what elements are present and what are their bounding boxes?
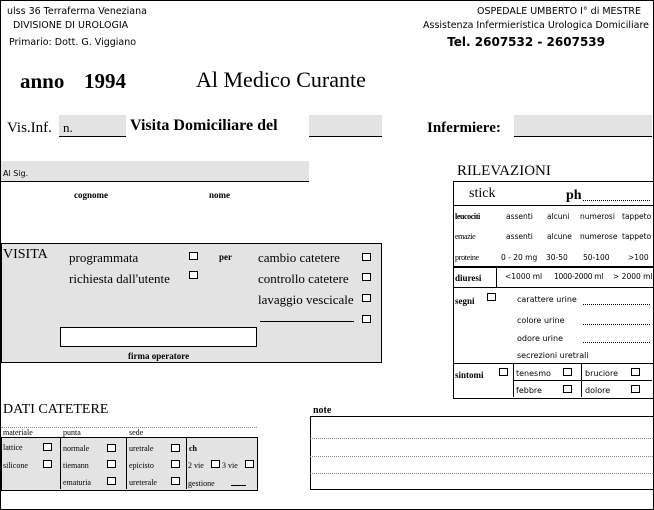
sede-label: sede [129,428,144,437]
ch-label: ch [189,444,197,453]
3-vie-checkbox[interactable] [245,460,254,468]
ureterale-checkbox[interactable] [171,477,180,485]
uretrale-label: uretrale [129,444,154,453]
colore-urine-label: colore urine [517,316,565,325]
dolore-checkbox[interactable] [631,385,640,393]
odore-urine-label: odore urine [517,334,564,343]
leucociti-value[interactable]: assenti [506,212,533,221]
normale-label: normale [63,444,90,453]
sintomi-checkbox[interactable] [499,368,508,376]
anno-value: 1994 [84,69,126,93]
segni-checkbox[interactable] [487,293,496,301]
ph-label: ph [566,188,582,203]
visinf-label: Vis.Inf. [7,120,52,136]
febbre-checkbox[interactable] [563,385,572,393]
tiemann-label: tiemann [63,461,89,470]
emazie-label: emazie [455,232,476,241]
bruciore-checkbox[interactable] [631,368,640,376]
leucociti-value[interactable]: alcuni [547,212,570,221]
silicone-checkbox[interactable] [43,460,52,468]
lattice-label: lattice [3,443,23,452]
lattice-checkbox[interactable] [43,443,52,451]
note-line[interactable] [310,438,653,439]
visit-date-field[interactable] [309,115,382,137]
patient-name-field[interactable] [1,161,309,182]
al-sig-label: Al Sig. [3,169,29,178]
tiemann-checkbox[interactable] [107,460,116,468]
sintomi-label: sintomi [455,370,484,380]
nome-label: nome [209,190,230,200]
carattere-urine-field[interactable] [583,304,650,305]
emazie-value[interactable]: tappeto [622,232,652,241]
leucociti-value[interactable]: numerosi [580,212,615,221]
materiale-label: materiale [3,428,33,437]
programmata-checkbox[interactable] [189,252,198,260]
per-label: per [219,252,232,262]
ulss-name: ulss 36 Terraferma Veneziana [7,6,147,17]
cambio-catetere-label: cambio catetere [258,250,340,265]
visita-domiciliare-label: Visita Domiciliare del [130,117,278,134]
note-line[interactable] [310,456,653,457]
lavaggio-vescicale-label: lavaggio vescicale [258,292,354,307]
ematuria-checkbox[interactable] [107,477,116,485]
note-line[interactable] [310,473,653,474]
rilevazioni-title: RILEVAZIONI [457,163,551,179]
epicisto-checkbox[interactable] [171,460,180,468]
proteine-value[interactable]: 50-100 [583,253,610,262]
other-reason-checkbox[interactable] [362,315,371,323]
lavaggio-vescicale-checkbox[interactable] [362,294,371,302]
leucociti-label: leucociti [455,212,480,221]
infermiere-label: Infermiere: [427,120,501,136]
proteine-value[interactable]: 0 - 20 mg [501,253,538,262]
diuresi-label: diuresi [455,273,482,283]
controllo-catetere-checkbox[interactable] [362,273,371,281]
2-vie-label: 2 vie [188,461,204,470]
carattere-urine-label: carattere urine [517,295,577,304]
proteine-value[interactable]: >100 [628,253,649,262]
firma-field[interactable] [60,327,257,347]
note-label: note [313,405,332,416]
anno-label: anno [20,69,65,93]
odore-urine-field[interactable] [583,342,650,343]
phone-numbers: Tel. 2607532 - 2607539 [447,35,605,49]
tenesmo-checkbox[interactable] [563,368,572,376]
leucociti-value[interactable]: tappeto [622,212,652,221]
proteine-label: proteine [455,253,479,262]
ureterale-label: ureterale [129,478,157,487]
service-name: Assistenza Infermieristica Urologica Domiciliare [423,20,649,31]
secrezioni-uretrali-label: secrezioni uretrali [517,351,589,360]
cambio-catetere-checkbox[interactable] [362,253,371,261]
gestione-label: gestione [188,479,215,488]
division-name: DIVISIONE DI UROLOGIA [13,20,129,31]
epicisto-label: epicisto [129,461,154,470]
normale-checkbox[interactable] [107,444,116,452]
febbre-label: febbre [516,386,542,395]
dolore-label: dolore [585,386,611,395]
emazie-value[interactable]: alcune [547,232,572,241]
richiesta-checkbox[interactable] [189,271,198,279]
proteine-value[interactable]: 30-50 [546,253,568,262]
hospital-name: OSPEDALE UMBERTO I° di MESTRE [477,6,641,17]
2-vie-checkbox[interactable] [211,460,220,468]
segni-label: segni [455,296,475,306]
other-reason-line[interactable] [260,321,354,322]
diuresi-value[interactable]: <1000 ml [505,272,543,281]
diuresi-value[interactable]: > 2000 ml [613,272,653,281]
controllo-catetere-label: controllo catetere [258,271,349,286]
emazie-value[interactable]: assenti [506,232,533,241]
programmata-label: programmata [69,250,139,265]
stick-label: stick [469,186,496,201]
uretrale-checkbox[interactable] [171,444,180,452]
dati-catetere-title: DATI CATETERE [3,402,109,417]
primario: Primario: Dott. G. Viggiano [9,37,137,48]
firma-label: firma operatore [128,351,190,361]
ph-field[interactable] [583,200,650,201]
emazie-value[interactable]: numerose [580,232,618,241]
3-vie-label: 3 vie [222,461,238,470]
tenesmo-label: tenesmo [516,369,551,378]
visita-title: VISITA [3,247,48,262]
n-label: n. [63,120,73,135]
punta-label: punta [63,428,81,437]
silicone-label: silicone [3,461,28,470]
cognome-label: cognome [74,190,108,200]
gestione-field[interactable] [231,485,246,486]
al-medico-title: Al Medico Curante [196,67,366,92]
richiesta-label: richiesta dall'utente [69,271,170,286]
ematuria-label: ematuria [63,478,91,487]
diuresi-value[interactable]: 1000-2000 ml [554,272,604,281]
colore-urine-field[interactable] [583,324,650,325]
infermiere-field[interactable] [514,115,652,137]
bruciore-label: bruciore [585,369,618,378]
